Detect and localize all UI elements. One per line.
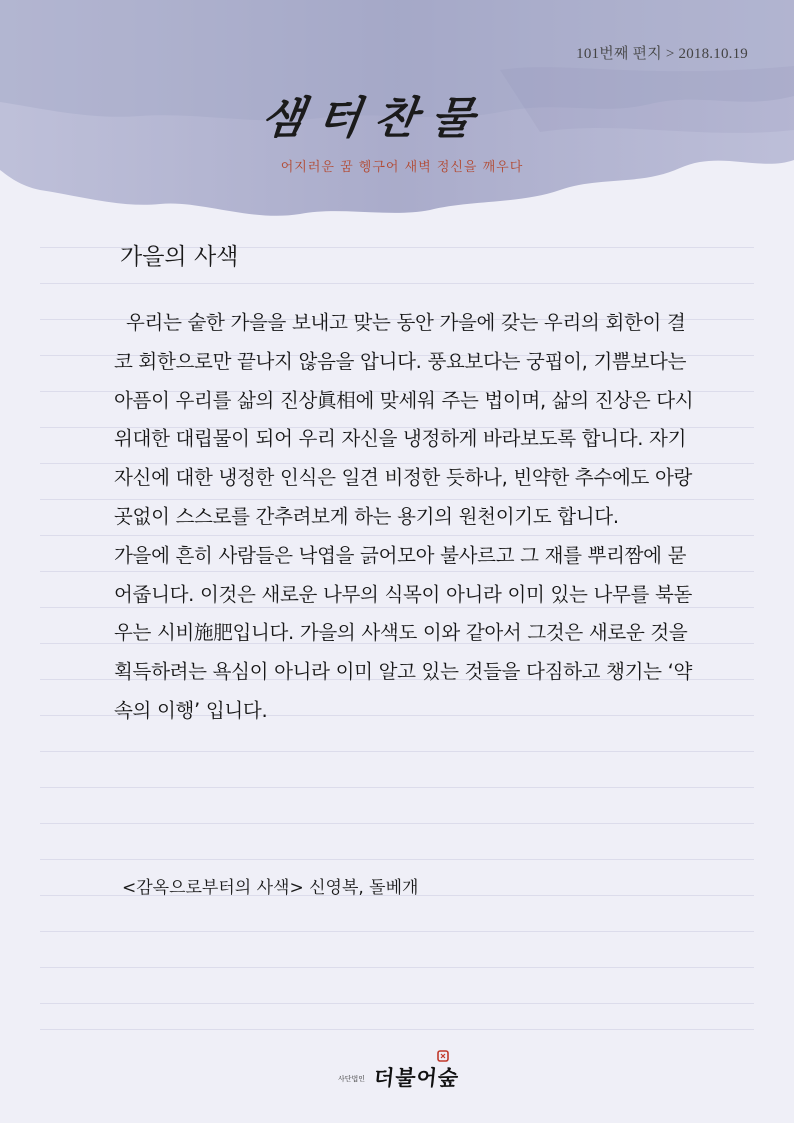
rule-line (40, 283, 754, 284)
footer-org-type: 사단법인 (338, 1075, 366, 1083)
body-paragraph-2: 가을에 흔히 사람들은 낙엽을 긁어모아 불사르고 그 재를 뿌리짬에 묻어줍니다. 이것은 새로운 나무의 식목이 아니라 이미 있는 나무를 북돋우는 시비施肥입니다. 가을의 사색도 이와 같아서 그것은 새로운 것을 획득하려는 욕심이 아니라 이미 알고 있는 것들을 다짐하고 챙기는 ‘약속의 이행’ 입니다. (114, 543, 693, 722)
rule-line (40, 967, 754, 968)
logo-title: 샘터찬물 (257, 93, 491, 144)
rule-line (40, 787, 754, 788)
letter-body (114, 304, 704, 731)
logo-subtitle: 어지러운 꿈 헹구어 새벽 정신을 깨우다 (280, 160, 524, 175)
quote-source: <감옥으로부터의 사색> 신영복, 돌베개 (122, 878, 419, 898)
rule-line (40, 931, 754, 932)
letter-number-date: 101번째 편지 > 2018.10.19 (576, 46, 748, 62)
seal-stamp-icon (436, 1049, 450, 1063)
footer-org-name: 더불어숲 (372, 1065, 461, 1090)
rule-line (40, 859, 754, 860)
rule-line (40, 823, 754, 824)
rule-line (40, 1029, 754, 1030)
rule-line (40, 751, 754, 752)
rule-line (40, 1003, 754, 1004)
letter-title: 가을의 사색 (120, 244, 239, 270)
body-paragraph-1: 우리는 숱한 가을을 보내고 맞는 동안 가을에 갖는 우리의 회한이 결코 회한으로만 끝나지 않음을 압니다. 풍요보다는 궁핍이, 기쁨보다는 아픔이 우리를 삶의 진상眞相에 맞세워 주는 법이며, 삶의 진상은 다시 위대한 대립물이 되어 우리 자신을 냉정하게 바라보도록 합니다. 자기 자신에 대한 냉정한 인식은 일견 비정한 듯하나, 빈약한 추수에도 아랑곳없이 스스로를 간추려보게 하는 용기의 원천이기도 합니다. (114, 311, 694, 528)
